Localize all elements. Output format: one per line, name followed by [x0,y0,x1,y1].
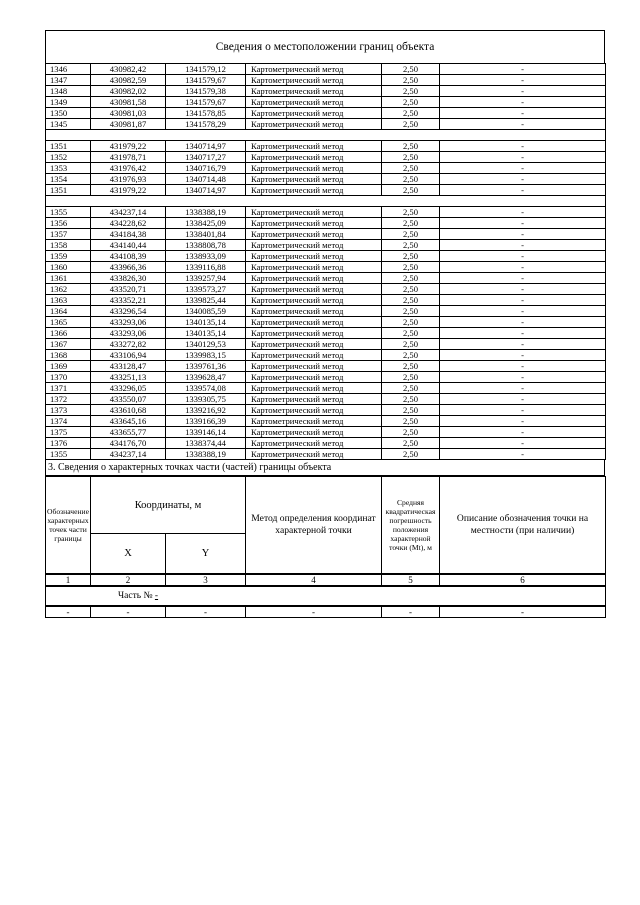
point-number: 1367 [46,339,91,350]
x-coordinate: 434237,14 [91,449,166,460]
description: - [440,383,606,394]
table-row [46,361,606,372]
point-number: 1359 [46,251,91,262]
header-method: Метод определения координат характерной точки [246,477,382,574]
point-number: 1353 [46,163,91,174]
method: Картометрический метод [246,438,382,449]
description: - [440,240,606,251]
error: 2,50 [382,119,440,130]
table-row [46,97,606,108]
table-row [46,273,606,284]
description: - [440,97,606,108]
x-coordinate: 433106,94 [91,350,166,361]
method: Картометрический метод [246,218,382,229]
x-coordinate: 430982,02 [91,86,166,97]
x-coordinate: 434237,14 [91,207,166,218]
point-number: 1360 [46,262,91,273]
method: Картометрический метод [246,152,382,163]
table-row [46,405,606,416]
method: Картометрический метод [246,328,382,339]
point-number: 1346 [46,64,91,75]
error: 2,50 [382,251,440,262]
method: Картометрический метод [246,295,382,306]
error: 2,50 [382,383,440,394]
description: - [440,438,606,449]
table-row [46,64,606,75]
column-number: 4 [246,575,382,586]
description: - [440,174,606,185]
error: 2,50 [382,240,440,251]
table-row [46,607,606,618]
x-coordinate: 433251,13 [91,372,166,383]
error: 2,50 [382,295,440,306]
y-coordinate: 1341579,67 [166,97,246,108]
description: - [440,427,606,438]
error: 2,50 [382,427,440,438]
error: 2,50 [382,218,440,229]
part-rows-table [45,606,606,618]
error: 2,50 [382,339,440,350]
description: - [440,405,606,416]
y-coordinate: 1340135,14 [166,317,246,328]
error: 2,50 [382,394,440,405]
separator-cell [46,196,606,207]
method: Картометрический метод [246,383,382,394]
y-coordinate: 1338808,78 [166,240,246,251]
description: - [440,416,606,427]
y-coordinate: 1340129,53 [166,339,246,350]
table-row [46,383,606,394]
x-coordinate: 433128,47 [91,361,166,372]
y-coordinate: 1339983,15 [166,350,246,361]
y-coordinate: 1339628,47 [166,372,246,383]
method: Картометрический метод [246,108,382,119]
y-coordinate: 1339146,14 [166,427,246,438]
part-label: Часть № [118,591,153,601]
x-coordinate: 434176,70 [91,438,166,449]
y-coordinate: 1338388,19 [166,207,246,218]
group-separator-row [46,130,606,141]
description: - [440,394,606,405]
description: - [440,141,606,152]
method: Картометрический метод [246,416,382,427]
x-coordinate: 433352,21 [91,295,166,306]
method: Картометрический метод [246,97,382,108]
description: - [440,273,606,284]
x-coordinate: 434184,38 [91,229,166,240]
table-row [46,328,606,339]
point-number: 1372 [46,394,91,405]
description: - [440,108,606,119]
point-number: 1345 [46,119,91,130]
description: - [440,284,606,295]
point-number: 1361 [46,273,91,284]
x-coordinate: 433655,77 [91,427,166,438]
x-coordinate: 430981,87 [91,119,166,130]
y-coordinate: 1339574,08 [166,383,246,394]
description: - [440,295,606,306]
point-number: 1349 [46,97,91,108]
error: 2,50 [382,185,440,196]
header-error: Средняя квадратическая погрешность положения характерной точки (Mt), м [382,477,440,574]
description: - [440,339,606,350]
method: Картометрический метод [246,306,382,317]
error: 2,50 [382,328,440,339]
method: Картометрический метод [246,64,382,75]
method: Картометрический метод [246,372,382,383]
y-coordinate: 1338425,09 [166,218,246,229]
x-coordinate: 433645,16 [91,416,166,427]
table-row [46,416,606,427]
point-number: 1352 [46,152,91,163]
x-coordinate: 433966,36 [91,262,166,273]
y-coordinate: 1338388,19 [166,449,246,460]
error: 2,50 [382,207,440,218]
y-coordinate: 1340714,97 [166,185,246,196]
y-coordinate: 1339116,88 [166,262,246,273]
point-number: 1364 [46,306,91,317]
y-coordinate: 1340714,97 [166,141,246,152]
description: - [440,163,606,174]
table-row [46,372,606,383]
method: Картометрический метод [246,229,382,240]
point-number: 1369 [46,361,91,372]
description: - [440,86,606,97]
header-point-designation: Обозначение характерных точек части границы [46,477,91,574]
description: - [440,152,606,163]
table-row [46,427,606,438]
cell: - [91,607,166,618]
error: 2,50 [382,262,440,273]
x-coordinate: 433296,54 [91,306,166,317]
method: Картометрический метод [246,339,382,350]
table-row [46,163,606,174]
method: Картометрический метод [246,174,382,185]
description: - [440,372,606,383]
table-row [46,86,606,97]
table-row [46,317,606,328]
error: 2,50 [382,350,440,361]
x-coordinate: 434140,44 [91,240,166,251]
point-number: 1350 [46,108,91,119]
method: Картометрический метод [246,317,382,328]
table-row [46,262,606,273]
table-row [46,438,606,449]
method: Картометрический метод [246,163,382,174]
group-separator-row [46,196,606,207]
description: - [440,207,606,218]
point-number: 1368 [46,350,91,361]
y-coordinate: 1339825,44 [166,295,246,306]
x-coordinate: 433826,30 [91,273,166,284]
part-label-row [46,587,606,606]
description: - [440,64,606,75]
column-number: 3 [166,575,246,586]
boundary-coordinates-table [45,63,606,460]
x-coordinate: 431976,42 [91,163,166,174]
method: Картометрический метод [246,185,382,196]
table-row [46,75,606,86]
y-coordinate: 1341579,38 [166,86,246,97]
point-number: 1351 [46,141,91,152]
error: 2,50 [382,438,440,449]
part-points-table [45,476,606,574]
error: 2,50 [382,405,440,416]
point-number: 1355 [46,449,91,460]
table-row [46,350,606,361]
method: Картометрический метод [246,405,382,416]
method: Картометрический метод [246,361,382,372]
error: 2,50 [382,449,440,460]
error: 2,50 [382,86,440,97]
description: - [440,317,606,328]
x-coordinate: 431979,22 [91,141,166,152]
x-coordinate: 433610,68 [91,405,166,416]
x-coordinate: 430981,03 [91,108,166,119]
description: - [440,185,606,196]
separator-cell [46,130,606,141]
header-x: X [91,534,166,574]
method: Картометрический метод [246,427,382,438]
error: 2,50 [382,108,440,119]
x-coordinate: 433293,06 [91,317,166,328]
error: 2,50 [382,64,440,75]
point-number: 1375 [46,427,91,438]
description: - [440,449,606,460]
table-row [46,240,606,251]
table-row [46,207,606,218]
error: 2,50 [382,174,440,185]
method: Картометрический метод [246,240,382,251]
point-number: 1354 [46,174,91,185]
cell: - [46,607,91,618]
point-number: 1373 [46,405,91,416]
header-coordinates: Координаты, м [91,477,246,534]
table-row [46,141,606,152]
header-description: Описание обозначения точки на местности (при наличии) [440,477,606,574]
section-title: Сведения о местоположении границ объекта [45,30,605,63]
error: 2,50 [382,273,440,284]
x-coordinate: 433272,82 [91,339,166,350]
error: 2,50 [382,416,440,427]
error: 2,50 [382,372,440,383]
table-row [46,251,606,262]
table-row [46,108,606,119]
error: 2,50 [382,152,440,163]
method: Картометрический метод [246,273,382,284]
point-number: 1371 [46,383,91,394]
x-coordinate: 433550,07 [91,394,166,405]
x-coordinate: 433520,71 [91,284,166,295]
method: Картометрический метод [246,262,382,273]
y-coordinate: 1339573,27 [166,284,246,295]
description: - [440,306,606,317]
y-coordinate: 1340714,48 [166,174,246,185]
table-row [46,449,606,460]
header-y: Y [166,534,246,574]
table-row [46,284,606,295]
point-number: 1348 [46,86,91,97]
table-row [46,339,606,350]
error: 2,50 [382,306,440,317]
y-coordinate: 1339305,75 [166,394,246,405]
description: - [440,229,606,240]
method: Картометрический метод [246,207,382,218]
method: Картометрический метод [246,141,382,152]
description: - [440,262,606,273]
y-coordinate: 1339166,39 [166,416,246,427]
method: Картометрический метод [246,284,382,295]
table-row [46,394,606,405]
method: Картометрический метод [246,251,382,262]
section-3-heading: 3. Сведения о характерных точках части (частей) границы объекта [45,460,605,476]
column-number: 2 [91,575,166,586]
table-row [46,185,606,196]
method: Картометрический метод [246,119,382,130]
y-coordinate: 1341579,67 [166,75,246,86]
y-coordinate: 1341578,85 [166,108,246,119]
x-coordinate: 431978,71 [91,152,166,163]
error: 2,50 [382,284,440,295]
method: Картометрический метод [246,350,382,361]
point-number: 1362 [46,284,91,295]
description: - [440,75,606,86]
error: 2,50 [382,141,440,152]
table-row [46,229,606,240]
point-number: 1370 [46,372,91,383]
method: Картометрический метод [246,75,382,86]
description: - [440,218,606,229]
x-coordinate: 430982,42 [91,64,166,75]
table-row [46,174,606,185]
cell: - [246,607,382,618]
y-coordinate: 1338374,44 [166,438,246,449]
error: 2,50 [382,163,440,174]
table-row [46,295,606,306]
y-coordinate: 1338933,09 [166,251,246,262]
cell: - [440,607,606,618]
method: Картометрический метод [246,86,382,97]
table-row [46,218,606,229]
point-number: 1355 [46,207,91,218]
method: Картометрический метод [246,449,382,460]
column-number: 1 [46,575,91,586]
table-row [46,306,606,317]
y-coordinate: 1340085,59 [166,306,246,317]
method: Картометрический метод [246,394,382,405]
x-coordinate: 433293,06 [91,328,166,339]
y-coordinate: 1340717,27 [166,152,246,163]
part-number: - [154,591,159,601]
x-coordinate: 434108,39 [91,251,166,262]
error: 2,50 [382,317,440,328]
x-coordinate: 431979,22 [91,185,166,196]
column-number: 6 [440,575,606,586]
description: - [440,361,606,372]
column-number: 5 [382,575,440,586]
point-number: 1351 [46,185,91,196]
description: - [440,350,606,361]
point-number: 1363 [46,295,91,306]
cell: - [166,607,246,618]
error: 2,50 [382,97,440,108]
point-number: 1365 [46,317,91,328]
y-coordinate: 1341578,29 [166,119,246,130]
error: 2,50 [382,361,440,372]
column-numbers-table [45,574,606,586]
point-number: 1374 [46,416,91,427]
document [45,30,605,618]
description: - [440,119,606,130]
x-coordinate: 430981,58 [91,97,166,108]
description: - [440,251,606,262]
x-coordinate: 434228,62 [91,218,166,229]
table-row [46,152,606,163]
y-coordinate: 1340135,14 [166,328,246,339]
point-number: 1366 [46,328,91,339]
table-row [46,119,606,130]
y-coordinate: 1341579,12 [166,64,246,75]
cell: - [382,607,440,618]
point-number: 1376 [46,438,91,449]
y-coordinate: 1338401,84 [166,229,246,240]
point-number: 1357 [46,229,91,240]
y-coordinate: 1339761,36 [166,361,246,372]
y-coordinate: 1339216,92 [166,405,246,416]
error: 2,50 [382,229,440,240]
point-number: 1347 [46,75,91,86]
point-number: 1358 [46,240,91,251]
error: 2,50 [382,75,440,86]
x-coordinate: 430982,59 [91,75,166,86]
y-coordinate: 1339257,94 [166,273,246,284]
point-number: 1356 [46,218,91,229]
x-coordinate: 433296,05 [91,383,166,394]
y-coordinate: 1340716,79 [166,163,246,174]
x-coordinate: 431976,93 [91,174,166,185]
part-table [45,586,606,606]
description: - [440,328,606,339]
